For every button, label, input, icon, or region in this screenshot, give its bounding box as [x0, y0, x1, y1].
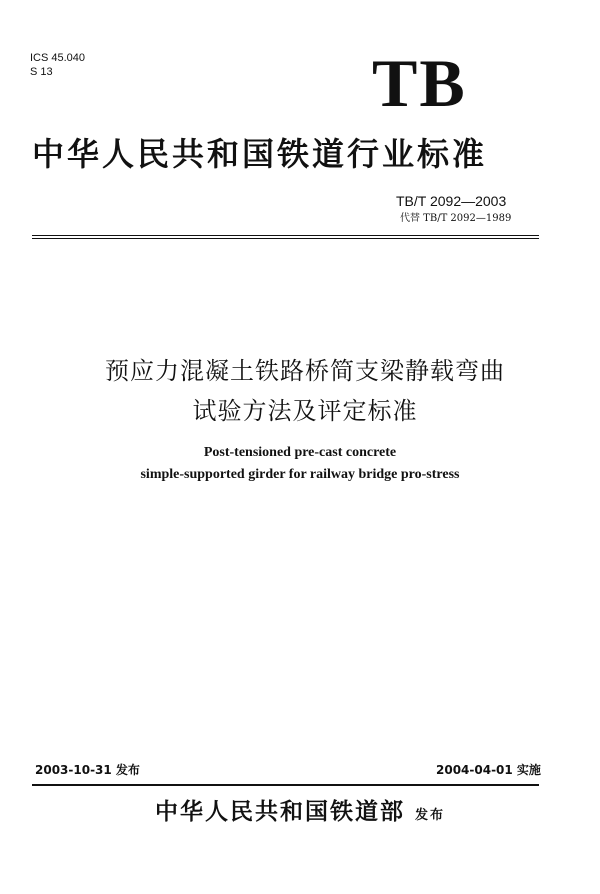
- ministry-name: 中华人民共和国铁道部: [154, 799, 405, 825]
- ministry-line: [0, 798, 600, 830]
- footer-divider: [32, 784, 539, 786]
- header-divider-secondary: [32, 238, 539, 239]
- english-title-line-1: Post-tensioned pre-cast concrete: [203, 445, 397, 460]
- english-title-line-2: simple-supported girder for railway bridge pro-stress: [140, 467, 460, 482]
- replaces-standard: 代替 TB/T 2092—1989: [400, 213, 512, 224]
- header-divider: [32, 235, 539, 236]
- classification-code: S 13: [30, 66, 53, 78]
- chinese-title-line-2: 试验方法及评定标准: [192, 397, 418, 425]
- chinese-title-line-1: 预应力混凝土铁路桥简支梁静载弯曲: [105, 357, 505, 385]
- tb-logo: TB: [372, 45, 467, 121]
- effective-date: 2004-04-01 实施: [436, 763, 541, 777]
- publish-label: 发布: [414, 808, 445, 823]
- ics-code: ICS 45.040: [30, 52, 86, 64]
- issue-date: 2003-10-31 发布: [35, 763, 140, 777]
- org-title: 中华人民共和国铁道行业标准: [32, 135, 488, 173]
- standard-number: TB/T 2092—2003: [396, 193, 507, 209]
